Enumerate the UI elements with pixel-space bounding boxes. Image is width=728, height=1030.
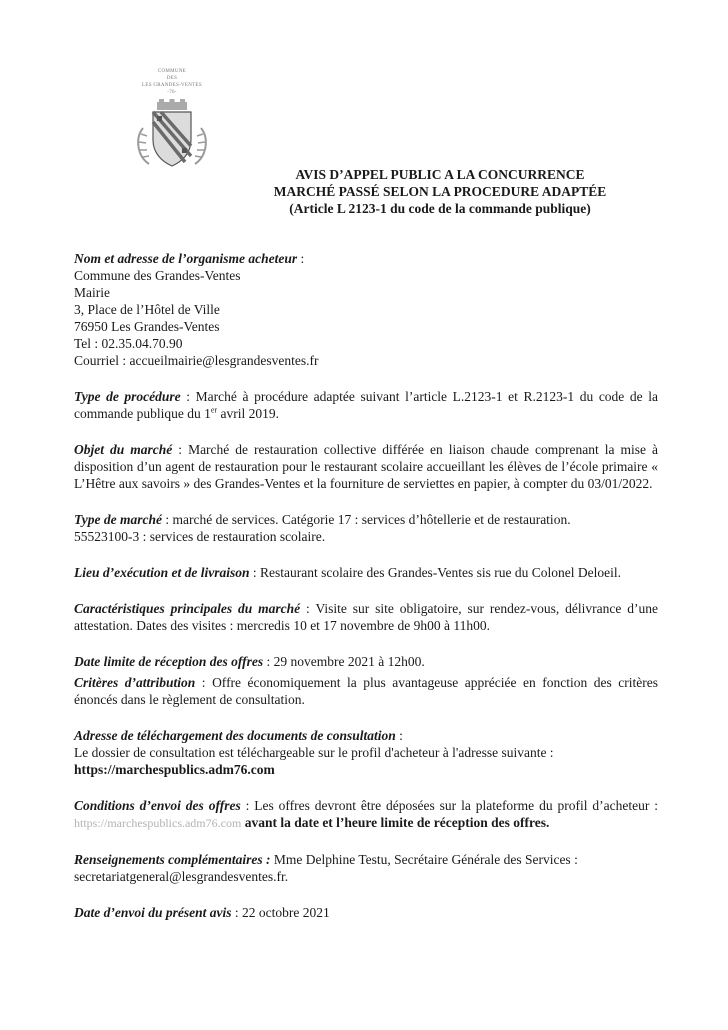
submission-label: Conditions d’envoi des offres: [74, 798, 241, 813]
procedure-section: Type de procédure : Marché à procédure adaptée suivant l’article L.2123-1 et R.2123-1 du code de la commande publique du 1er avril 2019.: [74, 389, 658, 421]
buyer-label: Nom et adresse de l’organisme acheteur: [74, 251, 298, 266]
deadline-text: 29 novembre 2021 à 12h00.: [273, 654, 425, 669]
submission-deadline-note: avant la date et l’heure limite de réception des offres.: [244, 815, 550, 830]
crest-line-2: DES: [166, 76, 178, 81]
object-section: Objet du marché : Marché de restauration collective différée en liaison chaude comprenant la mise à disposition d’un agent de restauration pour le restaurant scolaire accueillant les élèves de l’école primaire « L’Hêtre aux savoirs » des Grandes-Ventes et la fourniture de serviettes en papier, à compter du 03/01/2022.: [74, 442, 658, 491]
download-label: Adresse de téléchargement des documents de consultation: [74, 728, 396, 743]
info-section: [74, 851, 658, 885]
procedure-text-end: avril 2019.: [217, 406, 279, 421]
info-label: Renseignements complémentaires :: [74, 852, 271, 867]
title-line-3: (Article L 2123-1 du code de la commande publique): [289, 201, 591, 216]
crest-line-4: -76-: [167, 90, 177, 95]
location-section: Lieu d’exécution et de livraison : Restaurant scolaire des Grandes-Ventes sis rue du Colonel Deloeil.: [74, 565, 622, 580]
sent-section: Date d’envoi du présent avis : 22 octobre 2021: [74, 905, 330, 920]
location-label: Lieu d’exécution et de livraison: [74, 565, 250, 580]
market-type-cpv: 55523100-3 : services de restauration scolaire.: [74, 529, 326, 544]
buyer-email: Courriel : accueilmairie@lesgrandesventes.fr: [74, 353, 319, 368]
buyer-section: Nom et adresse de l’organisme acheteur : Commune des Grandes-Ventes Mairie 3, Place de l’Hôtel de Ville 76950 Les Grandes-Ventes Tel : 02.35.04.70.90 Courriel : accueilmairie@lesgrandesventes.fr: [74, 250, 658, 369]
info-text: Mme Delphine Testu, Secrétaire Générale des Services :: [273, 852, 578, 867]
crest-line-1: COMMUNE: [157, 69, 187, 74]
market-type-label: Type de marché: [74, 512, 162, 527]
download-text: Le dossier de consultation est téléchargeable sur le profil d'acheteur à l'adresse suivante :: [74, 745, 554, 760]
submission-section: Conditions d’envoi des offres : Les offres devront être déposées sur la plateforme du profil d’acheteur : https://marchespublics.adm76.com avant la date et l’heure limite de réception des offres.: [74, 798, 658, 830]
location-text: Restaurant scolaire des Grandes-Ventes sis rue du Colonel Deloeil.: [260, 565, 622, 580]
submission-text: Les offres devront être déposées sur la plateforme du profil d’acheteur :: [254, 798, 658, 813]
market-type-text: marché de services. Catégorie 17 : services d’hôtellerie et de restauration.: [172, 512, 571, 527]
coat-of-arms-icon: [133, 98, 211, 170]
download-url-link[interactable]: https://marchespublics.adm76.com: [74, 762, 275, 777]
procedure-label: Type de procédure: [74, 389, 181, 404]
sent-date: 22 octobre 2021: [242, 905, 330, 920]
market-type-section: Type de marché : marché de services. Catégorie 17 : services d’hôtellerie et de restauration. 55523100-3 : services de restauration scolaire.: [74, 511, 658, 545]
buyer-phone: Tel : 02.35.04.70.90: [74, 336, 183, 351]
characteristics-text: Visite sur site obligatoire, sur rendez-vous, délivrance d’une attestation. Dates des visites : mercredis 10 et 17 novembre de 9h00 à 11h00.: [74, 601, 658, 633]
characteristics-section: Caractéristiques principales du marché : Visite sur site obligatoire, sur rendez-vous, délivrance d’une attestation. Dates des visites : mercredis 10 et 17 novembre de 9h00 à 11h00.: [74, 601, 658, 633]
info-email: secretariatgeneral@lesgrandesventes.fr.: [74, 869, 289, 884]
procedure-text: Marché à procédure adaptée suivant l’article L.2123-1 et R.2123-1 du code de la commande publique du 1: [74, 389, 658, 421]
title-line-2: MARCHÉ PASSÉ SELON LA PROCEDURE ADAPTÉE: [273, 184, 607, 199]
submission-url-link[interactable]: https://marchespublics.adm76.com: [74, 816, 242, 830]
title-line-1: AVIS D’APPEL PUBLIC A LA CONCURRENCE: [295, 167, 585, 182]
criteria-text: Offre économiquement la plus avantageuse appréciée en fonction des critères énoncés dans le règlement de consultation.: [74, 675, 658, 707]
buyer-city: 76950 Les Grandes-Ventes: [74, 319, 220, 334]
deadline-label: Date limite de réception des offres: [74, 654, 264, 669]
notice-body: [74, 250, 658, 940]
criteria-section: Critères d’attribution : Offre économiquement la plus avantageuse appréciée en fonction des critères énoncés dans le règlement de consultation.: [74, 675, 658, 707]
deadline-section: Date limite de réception des offres : 29 novembre 2021 à 12h00.: [74, 654, 425, 669]
buyer-street: 3, Place de l’Hôtel de Ville: [74, 302, 220, 317]
notice-title: [230, 166, 650, 217]
sent-label: Date d’envoi du présent avis: [74, 905, 232, 920]
procedure-sup: er: [210, 405, 218, 415]
crest-line-3: LES GRANDES-VENTES: [142, 83, 202, 88]
buyer-building: Mairie: [74, 285, 110, 300]
buyer-name: Commune des Grandes-Ventes: [74, 268, 241, 283]
characteristics-label: Caractéristiques principales du marché: [74, 601, 301, 616]
municipal-crest: [126, 68, 218, 176]
criteria-label: Critères d’attribution: [74, 675, 196, 690]
object-text: Marché de restauration collective différée en liaison chaude comprenant la mise à disposition d’un agent de restauration pour le restaurant scolaire accueillant les élèves de l’école primaire « L’Hêtre aux savoirs » des Grandes-Ventes et la fourniture de serviettes en papier, à compter du 03/01/2022.: [74, 442, 658, 491]
download-section: Adresse de téléchargement des documents de consultation : Le dossier de consultation est téléchargeable sur le profil d'acheteur à l'adresse suivante : https://marchespublics.adm76.com: [74, 727, 658, 778]
object-label: Objet du marché: [74, 442, 173, 457]
